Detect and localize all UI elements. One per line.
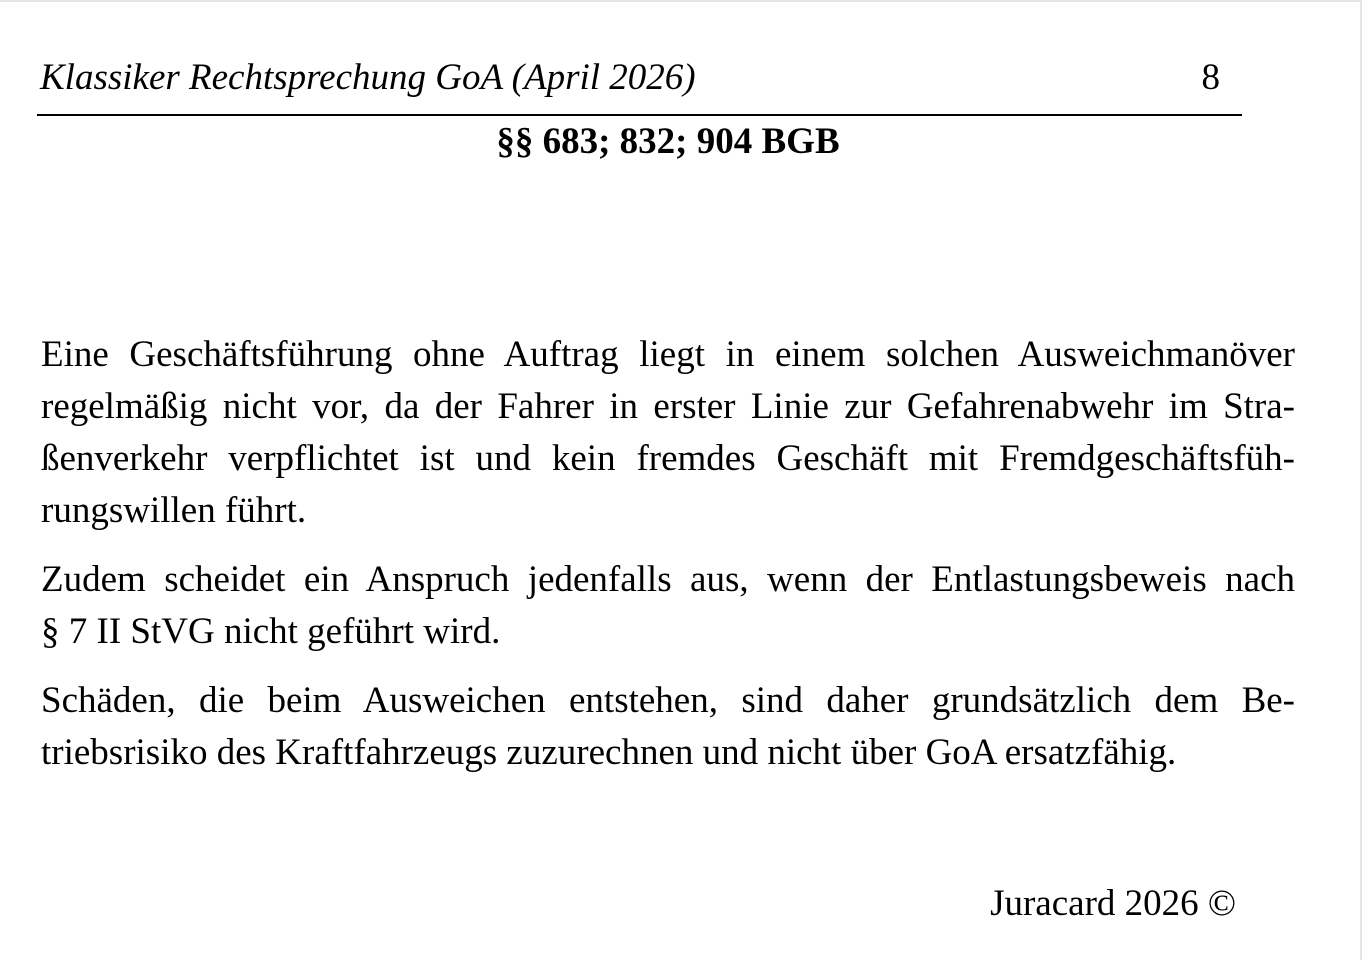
paragraph-2 bbox=[41, 554, 1295, 658]
paragraph-line: § 7 II StVG nicht geführt wird. bbox=[41, 611, 501, 652]
paragraph-line: ßenverkehr verpflichtet ist und kein fremdes Geschäft mit Fremdgeschäftsfüh- bbox=[41, 438, 1295, 479]
paragraph-line: Eine Geschäftsführung ohne Auftrag liegt in einem solchen Ausweichmanöver bbox=[41, 334, 1295, 375]
paragraph-line: Schäden, die beim Ausweichen entstehen, sind daher grundsätzlich dem Be- bbox=[41, 680, 1295, 721]
paragraph-line: regelmäßig nicht vor, da der Fahrer in erster Linie zur Gefahrenabwehr im Stra- bbox=[41, 386, 1295, 427]
paragraph-line: triebsrisiko des Kraftfahrzeugs zuzurechnen und nicht über GoA ersatzfähig. bbox=[41, 732, 1177, 773]
paragraph-3 bbox=[41, 675, 1295, 779]
section-heading: §§ 683; 832; 904 BGB bbox=[496, 121, 840, 162]
paragraph-line: Zudem scheidet ein Anspruch jedenfalls aus, wenn der Entlastungsbeweis nach bbox=[41, 559, 1295, 600]
body-text bbox=[41, 329, 1295, 796]
page-number: 8 bbox=[1201, 57, 1220, 98]
paragraph-1 bbox=[41, 329, 1295, 537]
footer-copyright: Juracard 2026 © bbox=[990, 883, 1236, 924]
paragraph-line: rungswillen führt. bbox=[41, 490, 307, 531]
header-divider bbox=[37, 114, 1242, 116]
header-title: Klassiker Rechtsprechung GoA (April 2026) bbox=[40, 57, 696, 98]
page-header bbox=[40, 54, 1220, 102]
